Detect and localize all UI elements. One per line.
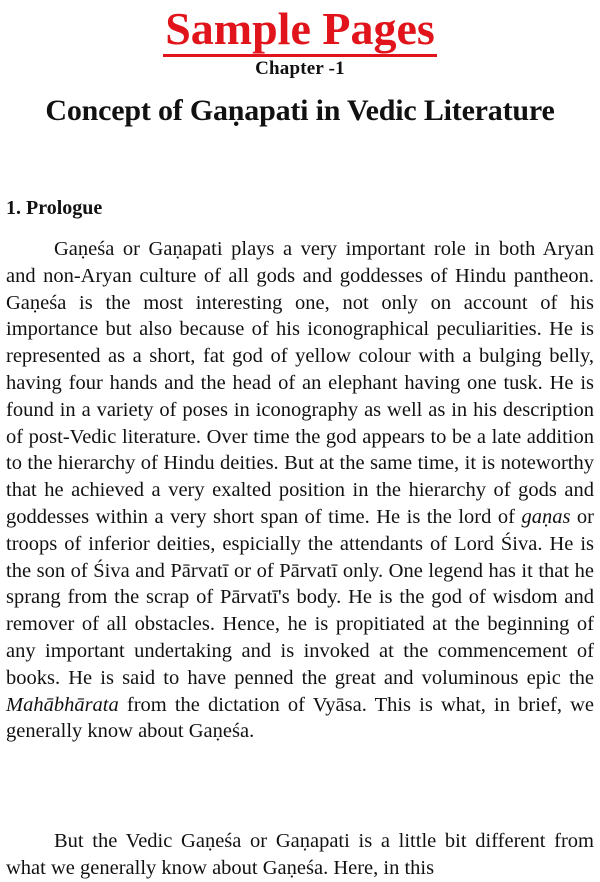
body-paragraph-1	[6, 236, 594, 745]
section-heading: 1. Prologue	[6, 197, 103, 219]
paragraph-1-text-a: Gaṇeśa or Gaṇapati plays a very important role in both Aryan and non-Aryan culture of all gods and goddesses of Hindu pantheon. Gaṇeśa is the most interesting one, not only on account of his importance but also because of his iconographical peculiarities. He is represented as a short, fat god of yellow colour with a bulging belly, having four hands and the head of an elephant having one tusk. He is found in a variety of poses in iconography as well as in his description of post-Vedic literature. Over time the god appears to be a late addition to the hierarchy of Hindu deities. But at the same time, it is noteworthy that he achieved a very exalted position in the hierarchy of gods and goddesses within a very short span of time. He is the lord of	[6, 238, 594, 528]
banner-text: Sample Pages	[163, 3, 437, 57]
sample-pages-banner	[0, 3, 600, 54]
chapter-label: Chapter -1	[255, 58, 345, 79]
paragraph-1-italic-ganas: gaṇas	[521, 505, 571, 528]
paragraph-1-italic-mahabharata: Mahābhārata	[6, 693, 119, 716]
paragraph-1-text-b: or troops of inferior deities, espicially the attendants of Lord Śiva. He is the son of Śiva and Pārvatī or of Pārvatī only. One legend has it that he sprang from the scrap of Pārvatī's body. He is the god of wisdom and remover of all obstacles. Hence, he is propitiated at the beginning of any important undertaking and is invoked at the commencement of books. He is said to have penned the great and voluminous epic the	[6, 505, 594, 689]
body-paragraph-2: But the Vedic Gaṇeśa or Gaṇapati is a little bit different from what we generally know about Gaṇeśa. Here, in this	[6, 830, 594, 879]
paragraph-1-text-c: from the dictation of Vyāsa. This is what, in brief, we generally know about Gaṇeśa.	[6, 693, 594, 743]
chapter-title: Concept of Gaṇapati in Vedic Literature	[45, 94, 555, 127]
